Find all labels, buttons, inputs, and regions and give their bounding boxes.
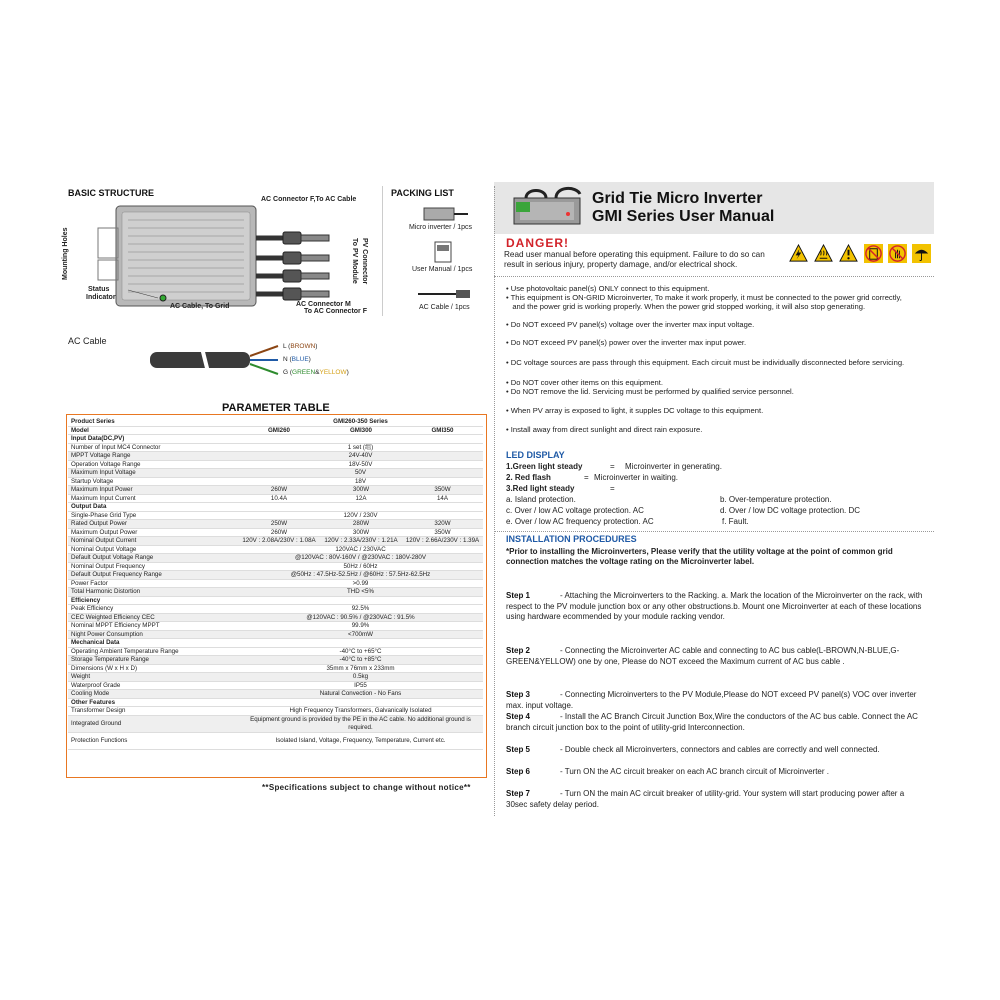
led-green-eq: = xyxy=(610,462,615,471)
table-cell-label: Maximum Input Current xyxy=(68,494,238,503)
column-divider xyxy=(494,186,496,816)
led-fault-item: b. Over-temperature protection. xyxy=(720,495,832,504)
table-cell-value: 280W xyxy=(320,520,402,529)
led-fault-item: a. Island protection. xyxy=(506,495,576,504)
installation-title: INSTALLATION PROCEDURES xyxy=(506,534,637,544)
led-red-eq: = xyxy=(584,473,589,482)
table-row xyxy=(68,681,483,690)
safety-note: • DC voltage sources are pass through this equipment. Each circuit must be individually disconnected before servicing. xyxy=(506,358,905,367)
table-row xyxy=(68,562,483,571)
table-row xyxy=(68,639,483,648)
table-row: Model GMI260 GMI300 GMI350 xyxy=(68,426,483,435)
keep-dry-icon xyxy=(912,244,931,263)
table-cell-label: Input Data(DC,PV) xyxy=(68,435,238,444)
table-cell-label: Nominal MPPT Efficiency MPPT xyxy=(68,622,238,631)
table-cell-label: Transformer Design xyxy=(68,707,238,716)
indicator-label: Indicator xyxy=(86,294,116,301)
led-fault-item: c. Over / low AC voltage protection. AC xyxy=(506,506,644,515)
manual-title-line-1: Grid Tie Micro Inverter xyxy=(592,190,763,207)
packing-item-user-manual: User Manual / 1pcs xyxy=(412,266,473,273)
table-cell-value: Natural Convection - No Fans xyxy=(238,690,483,699)
step-label: Step 7 xyxy=(506,789,531,798)
table-row xyxy=(68,520,483,529)
table-row xyxy=(68,554,483,563)
table-cell-label: Protection Functions xyxy=(68,732,238,749)
table-cell-label: Default Output Frequency Range xyxy=(68,571,238,580)
pv-connector-label-2: To PV Module xyxy=(351,238,358,284)
table-cell-label: Startup Voltage xyxy=(68,477,238,486)
led-divider xyxy=(494,531,934,532)
table-cell-value: -40°C to +65°C xyxy=(238,647,483,656)
led-red-steady-label: 3.Red light steady xyxy=(506,484,575,493)
table-cell-label: Weight xyxy=(68,673,238,682)
table-cell-value: 50V xyxy=(238,469,483,478)
table-cell-label: Waterproof Grade xyxy=(68,681,238,690)
table-cell-label: Peak Efficiency xyxy=(68,605,238,614)
ac-cable-wires-diagram xyxy=(150,344,280,376)
table-cell-value: >0.99 xyxy=(238,579,483,588)
user-manual-image xyxy=(432,240,456,264)
danger-heading: DANGER! xyxy=(506,236,569,250)
caution-icon xyxy=(839,244,858,263)
led-display-title: LED DISPLAY xyxy=(506,450,565,460)
table-row xyxy=(68,460,483,469)
table-cell-label: Operating Ambient Temperature Range xyxy=(68,647,238,656)
table-cell-label: Mechanical Data xyxy=(68,639,238,648)
table-row xyxy=(68,656,483,665)
step-text: - Double check all Microinverters, connectors and cables are correctly and well connected. xyxy=(560,745,880,754)
status-label: Status xyxy=(88,286,110,293)
pv-connector-label: PV Connector xyxy=(361,238,368,285)
parameter-table xyxy=(68,418,483,750)
table-cell-value: 260W xyxy=(238,486,320,495)
table-row xyxy=(68,537,483,546)
table-cell-label: Operation Voltage Range xyxy=(68,460,238,469)
table-cell-value: 300W xyxy=(320,486,402,495)
table-cell-label: Power Factor xyxy=(68,579,238,588)
table-row xyxy=(68,477,483,486)
ac-cable-title: AC Cable xyxy=(68,336,107,346)
parameter-table-title: PARAMETER TABLE xyxy=(222,402,330,414)
step-text: - Turn ON the main AC circuit breaker of utility-grid. Your system will start producing power after a 30sec safety delay period. xyxy=(506,789,905,809)
table-cell-value: 12A xyxy=(320,494,402,503)
table-cell-value: 92.5% xyxy=(238,605,483,614)
safety-note: • Use photovoltaic panel(s) ONLY connect to this equipment. • This equipment is ON-GRID Microinverter, To make it work properly, it must be connected to the power grid correctly, and the power grid is working properly. When the power grid stopped working, it will also stop generating. xyxy=(506,284,902,311)
danger-text: Read user manual before operating this equipment. Failure to do so can result in serious injury, property damage, and/or electrical shock. xyxy=(504,250,765,269)
table-cell-value: @50Hz : 47.5Hz-52.5Hz / @60Hz : 57.5Hz-62.5Hz xyxy=(238,571,483,580)
no-touch-icon xyxy=(888,244,907,263)
table-row xyxy=(68,579,483,588)
table-row xyxy=(68,503,483,512)
table-cell-value: 120VAC / 230VAC xyxy=(238,545,483,554)
table-cell-label: Total Harmonic Distortion xyxy=(68,588,238,597)
hot-surface-icon xyxy=(814,244,833,263)
table-cell-label: Single-Phase Grid Type xyxy=(68,511,238,520)
table-cell-value: 120V : 2.66A/230V : 1.39A xyxy=(402,537,483,546)
table-cell-value: 120V : 2.33A/230V : 1.21A xyxy=(320,537,402,546)
table-cell-label: CEC Weighted Efficiency CEC xyxy=(68,613,238,622)
packing-list-title: PACKING LIST xyxy=(391,188,454,198)
table-cell-label: Storage Temperature Range xyxy=(68,656,238,665)
table-cell-value: @120VAC : 90.5% / @230VAC : 91.5% xyxy=(238,613,483,622)
step-label: Step 1 xyxy=(506,591,531,600)
table-row xyxy=(68,622,483,631)
ac-connector-f-label: AC Connector F,To AC Cable xyxy=(261,196,357,203)
table-cell-value: 0.5kg xyxy=(238,673,483,682)
table-row xyxy=(68,435,483,444)
step-text: - Install the AC Branch Circuit Junction Box,Wire the conductors of the AC bus cable. Connect the AC branch circuit junction box to the point of utility-grid Interconnection. xyxy=(506,712,918,732)
micro-inverter-photo xyxy=(506,184,590,230)
manual-title-line-2: GMI Series User Manual xyxy=(592,208,775,225)
wire-n-label: N (BLUE) xyxy=(283,356,311,363)
table-cell-value: 18V xyxy=(238,477,483,486)
table-cell-value: 35mm x 76mm x 233mm xyxy=(238,664,483,673)
table-cell-value: 120V : 2.08A/230V : 1.08A xyxy=(238,537,320,546)
table-cell-value: 18V-50V xyxy=(238,460,483,469)
table-cell-value: 1 set (组) xyxy=(238,443,483,452)
table-row xyxy=(68,613,483,622)
table-cell-value: 350W xyxy=(402,486,483,495)
table-cell-label: Other Features xyxy=(68,698,238,707)
safety-note: • Do NOT cover other items on this equipment. • Do NOT remove the lid. Servicing must be performed by qualified service personnel. xyxy=(506,378,794,396)
table-cell-value: 50Hz / 60Hz xyxy=(238,562,483,571)
table-cell-value: High Frequency Transformers, Galvanically Isolated xyxy=(238,707,483,716)
table-cell-value: @120VAC : 80V-160V / @230VAC : 180V-280V xyxy=(238,554,483,563)
safety-note: • Install away from direct sunlight and direct rain exposure. xyxy=(506,425,703,434)
step-text: - Connecting the Microinverter AC cable and connecting to AC bus cable(L-BROWN,N-BLUE,G-GREEN&YELLOW) one by one, Please do NOT exceed the Maximum current of AC bus cable . xyxy=(506,646,900,666)
table-cell-value: 250W xyxy=(238,520,320,529)
table-row xyxy=(68,511,483,520)
table-cell-value: 120V / 230V xyxy=(238,511,483,520)
table-cell-label: Maximum Output Power xyxy=(68,528,238,537)
table-row xyxy=(68,673,483,682)
step-text: - Turn ON the AC circuit breaker on each AC branch circuit of Microinverter . xyxy=(560,767,829,776)
divider xyxy=(382,186,383,316)
table-cell-value: 320W xyxy=(402,520,483,529)
table-cell-label: MPPT Voltage Range xyxy=(68,452,238,461)
installation-warning: *Prior to installing the Microinverters, Please verify that the utility voltage at the point of common grid connection matches the voltage rating on the Microinverter label. xyxy=(506,547,893,566)
packing-item-micro-inverter: Micro inverter / 1pcs xyxy=(409,224,473,231)
table-row xyxy=(68,596,483,605)
led-red-desc: Microinverter in waiting. xyxy=(594,473,679,482)
led-fault-item: e. Over / low AC frequency protection. AC xyxy=(506,517,654,526)
table-row xyxy=(68,545,483,554)
table-cell-value: 10.4A xyxy=(238,494,320,503)
table-cell-label: Cooling Mode xyxy=(68,690,238,699)
table-row xyxy=(68,571,483,580)
table-row xyxy=(68,732,483,749)
table-row xyxy=(68,452,483,461)
table-cell-value: 14A xyxy=(402,494,483,503)
ac-cable-image xyxy=(416,288,472,300)
table-row xyxy=(68,528,483,537)
table-cell-value: IP55 xyxy=(238,681,483,690)
table-cell-value: Isolated Island, Voltage, Frequency, Temperature, Current etc. xyxy=(238,732,483,749)
table-cell-value: 350W xyxy=(402,528,483,537)
table-cell-label: Integrated Ground xyxy=(68,715,238,732)
table-cell-label: Maximum Input Power xyxy=(68,486,238,495)
danger-divider xyxy=(494,276,934,277)
table-row xyxy=(68,630,483,639)
table-cell-label: Rated Output Power xyxy=(68,520,238,529)
table-row: Product Series GMI260-350 Series xyxy=(68,418,483,426)
table-row xyxy=(68,664,483,673)
basic-structure-title: BASIC STRUCTURE xyxy=(68,188,155,198)
high-voltage-icon xyxy=(789,244,808,263)
ac-connector-m-label-2: To AC Connector F xyxy=(304,308,367,315)
table-cell-label: Night Power Consumption xyxy=(68,630,238,639)
table-cell-value: 24V-40V xyxy=(238,452,483,461)
table-cell-label: Nominal Output Frequency xyxy=(68,562,238,571)
led-fault-item: d. Over / low DC voltage protection. DC xyxy=(720,506,861,515)
table-cell-value: 260W xyxy=(238,528,320,537)
led-red-steady-eq: = xyxy=(610,484,615,493)
table-cell-label: Dimensions (W x H x D) xyxy=(68,664,238,673)
table-row xyxy=(68,494,483,503)
micro-inverter-image xyxy=(422,204,470,222)
table-cell-label: Nominal Output Current xyxy=(68,537,238,546)
led-red-label: 2. Red flash xyxy=(506,473,551,482)
ac-cable-to-grid-label: AC Cable, To Grid xyxy=(170,303,230,310)
table-row xyxy=(68,443,483,452)
step-label: Step 3 xyxy=(506,690,531,699)
step-label: Step 4 xyxy=(506,712,531,721)
table-row xyxy=(68,707,483,716)
table-cell-value: <700mW xyxy=(238,630,483,639)
safety-note: • Do NOT exceed PV panel(s) voltage over the inverter max input voltage. xyxy=(506,320,755,329)
step-text: - Connecting Microinverters to the PV Module,Please do NOT exceed PV panel(s) VOC over inverter max. input voltage. xyxy=(506,690,917,710)
table-cell-label: Maximum Input Voltage xyxy=(68,469,238,478)
led-green-label: 1.Green light steady xyxy=(506,462,583,471)
table-row xyxy=(68,698,483,707)
no-recycle-icon xyxy=(864,244,883,263)
table-cell-label: Default Output Voltage Range xyxy=(68,554,238,563)
step-label: Step 5 xyxy=(506,745,531,754)
table-cell-value: 300W xyxy=(320,528,402,537)
step-label: Step 6 xyxy=(506,767,531,776)
ac-connector-m-label: AC Connector M xyxy=(296,301,351,308)
spec-footnote: **Specifications subject to change without notice** xyxy=(262,783,471,792)
table-cell-label: Nominal Output Voltage xyxy=(68,545,238,554)
table-row xyxy=(68,647,483,656)
table-cell-label: Efficiency xyxy=(68,596,238,605)
led-fault-item: f. Fault. xyxy=(722,517,749,526)
table-row xyxy=(68,605,483,614)
led-green-desc: Microinverter in generating. xyxy=(625,462,722,471)
table-row xyxy=(68,486,483,495)
table-cell-label: Number of Input MC4 Connector xyxy=(68,443,238,452)
table-row xyxy=(68,588,483,597)
wire-l-label: L (BROWN) xyxy=(283,343,318,350)
table-cell-value: Equipment ground is provided by the PE in the AC cable. No additional ground is required. xyxy=(238,715,483,732)
mounting-holes-label: Mounting Holes xyxy=(62,227,69,280)
table-row xyxy=(68,469,483,478)
wire-g-label: G (GREEN&YELLOW) xyxy=(283,369,349,376)
safety-note: • Do NOT exceed PV panel(s) power over the inverter max input power. xyxy=(506,338,747,347)
step-label: Step 2 xyxy=(506,646,531,655)
packing-item-ac-cable: AC Cable / 1pcs xyxy=(419,304,470,311)
table-cell-value: THD <5% xyxy=(238,588,483,597)
table-cell-value: -40°C to +85°C xyxy=(238,656,483,665)
step-text: - Attaching the Microinverters to the Racking. a. Mark the location of the Microinverter on the rack, with respect to the PV module junction box or any other obstructions.b. Mount one Microinverter at each of these locations using hardware ecommended by your module racking vendor. xyxy=(506,591,923,621)
table-row xyxy=(68,690,483,699)
safety-note: • When PV array is exposed to light, it supples DC voltage to this equipment. xyxy=(506,406,764,415)
table-cell-value: 99.9% xyxy=(238,622,483,631)
table-row xyxy=(68,715,483,732)
table-cell-label: Output Data xyxy=(68,503,238,512)
